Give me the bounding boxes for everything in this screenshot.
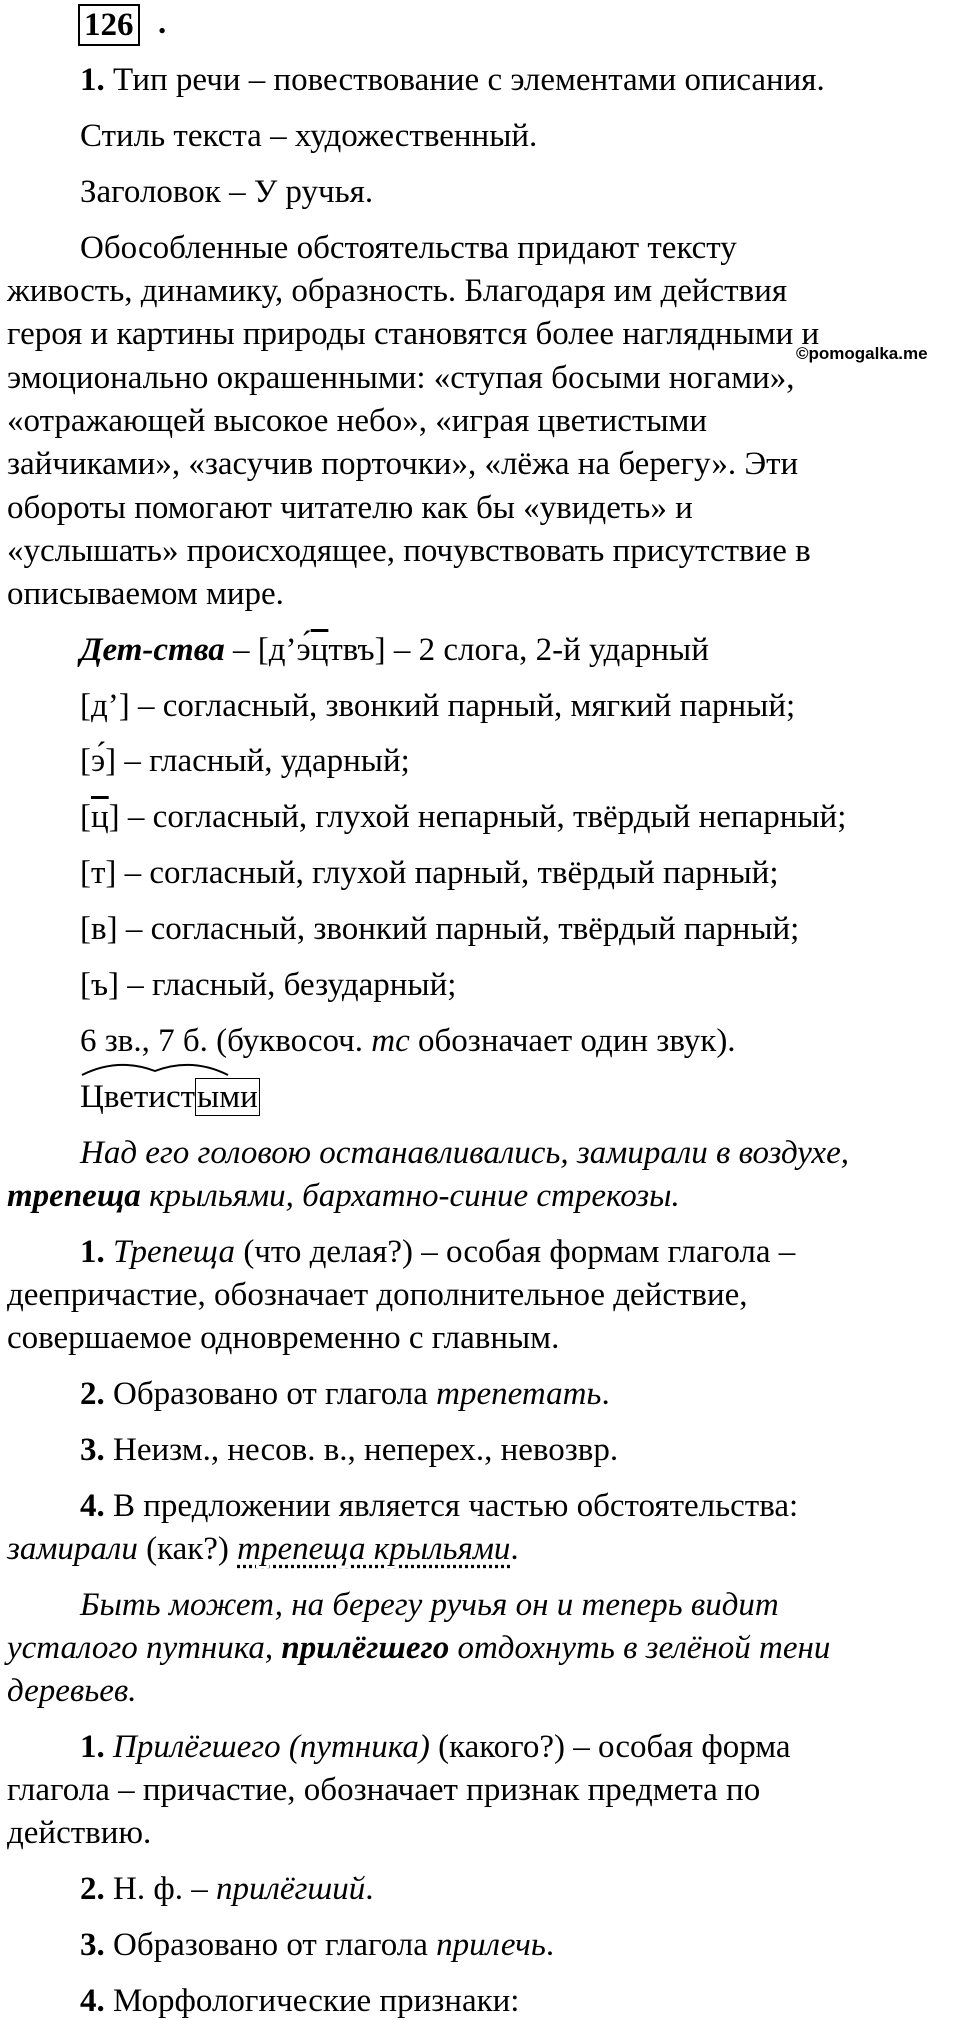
task-number: 126 (78, 4, 140, 46)
affricate-mark: ц (310, 632, 329, 668)
example-sentence-line: Над его головою останавливались, замирали в воздухе, (80, 1135, 849, 1171)
para-line: Обособленные обстоятельства придают тексту (80, 230, 737, 266)
title-line: Заголовок – У ручья. (80, 174, 374, 210)
analysis-item: действию. (7, 1815, 152, 1851)
analysis-item: 3. Неизм., несов. в., неперех., невозвр. (80, 1432, 619, 1468)
morph-parse (80, 1079, 260, 1116)
analysis-item: деепричастие, обозначает дополнительное действие, (7, 1277, 748, 1313)
para-line: зайчиками», «засучив порточки», «лёжа на берегу». Эти (7, 446, 799, 482)
phoneme-row: [ъ] – гласный, безударный; (80, 967, 457, 1003)
item-number: 1. (80, 62, 105, 98)
para-line: «отражающей высокое небо», «играя цветистыми (7, 403, 708, 439)
phoneme-row: [э́] – гласный, ударный; (80, 743, 410, 779)
phoneme-row: [в] – согласный, звонкий парный, твёрдый парный; (80, 911, 800, 947)
example-sentence-line: трепеща крыльями, бархатно-синие стрекозы. (7, 1178, 680, 1214)
analysis-item: 4. В предложении является частью обстоятельства: (80, 1488, 799, 1524)
speech-type-line (80, 62, 825, 99)
para-line: обороты помогают читателю как бы «увидеть» и (7, 490, 693, 526)
count-line: 6 зв., 7 б. (буквосоч. тс обозначает один звук). (80, 1023, 736, 1059)
para-line: героя и картины природы становятся более наглядными и (7, 316, 820, 352)
stem-arc (80, 1057, 230, 1077)
phonetic-word: Дет-ства (80, 632, 225, 668)
para-line: эмоционально окрашенными: «ступая босыми ногами», (7, 360, 795, 396)
phoneme-row: [д’] – согласный, звонкий парный, мягкий парный; (80, 688, 796, 724)
word-stem: Цветист (80, 1079, 196, 1115)
analysis-item: замирали (как?) трепеща крыльями. (7, 1531, 519, 1567)
analysis-item: 1. Трепеща (что делая?) – особая формам глагола – (80, 1234, 796, 1270)
example-sentence-line: усталого путника, прилёгшего отдохнуть в зелёной тени (7, 1630, 831, 1666)
example-sentence-line: деревьев. (7, 1673, 137, 1709)
circumstance-underline: трепеща крыльями (237, 1531, 511, 1567)
analysis-item: глагола – причастие, обозначает признак предмета по (7, 1772, 761, 1808)
style-line: Стиль текста – художественный. (80, 118, 538, 154)
para-line: «услышать» происходящее, почувствовать присутствие в (7, 533, 811, 569)
analysis-item: совершаемое одновременно с главным. (7, 1320, 560, 1356)
watermark: ©pomogalka.me (796, 344, 928, 363)
analysis-item: 4. Морфологические признаки: (80, 1983, 520, 2019)
speech-type-text: Тип речи – повествование с элементами описания. (104, 62, 825, 98)
analysis-item: 2. Образовано от глагола трепетать. (80, 1376, 610, 1412)
task-number-dot: . (158, 5, 167, 41)
phoneme-row: [ц] – согласный, глухой непарный, твёрдый непарный; (80, 799, 847, 835)
analysis-item: 2. Н. ф. – прилёгший. (80, 1871, 374, 1907)
example-sentence-line: Быть может, на берегу ручья он и теперь видит (80, 1587, 779, 1623)
analysis-item: 1. Прилёгшего (путника) (какого?) – особая форма (80, 1729, 791, 1765)
word-ending: ыми (197, 1079, 258, 1115)
para-line: описываемом мире. (7, 576, 284, 612)
para-line: живость, динамику, образность. Благодаря им действия (7, 273, 788, 309)
phoneme-row: [т] – согласный, глухой парный, твёрдый парный; (80, 855, 779, 891)
analysis-item: 3. Образовано от глагола прилечь. (80, 1927, 555, 1963)
phonetic-header: Дет-ства – [д’э́цтвъ] – 2 слога, 2-й ударный (80, 632, 709, 668)
